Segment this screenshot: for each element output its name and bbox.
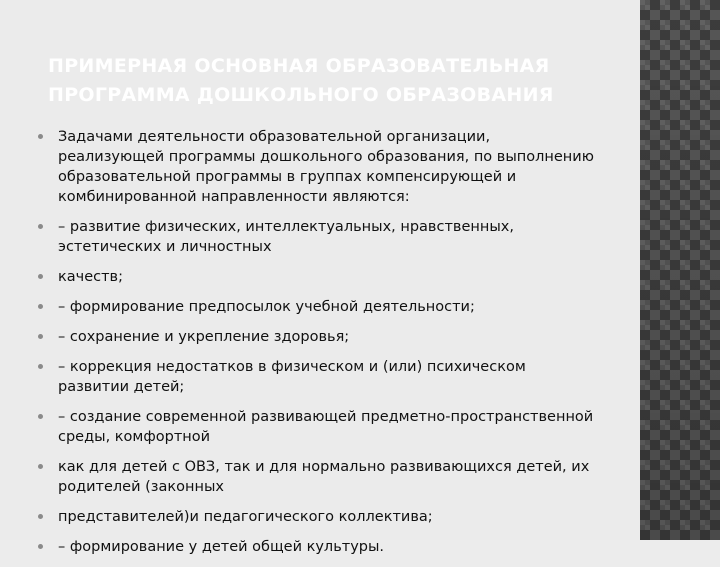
bullet-text: – развитие физических, интеллектуальных, нравственных, эстетических и личностных — [58, 219, 514, 255]
bullet-dot-icon — [38, 364, 43, 369]
bullet-item — [38, 267, 598, 287]
bullet-dot-icon — [38, 304, 43, 309]
bullet-item — [38, 537, 598, 557]
slide-title-line: ПРИМЕРНАЯ ОСНОВНАЯ ОБРАЗОВАТЕЛЬНАЯ — [48, 55, 550, 77]
bullet-dot-icon — [38, 274, 43, 279]
bullet-text: – сохранение и укрепление здоровья; — [58, 329, 350, 345]
bullet-text: – формирование у детей общей культуры. — [58, 539, 385, 555]
bullet-dot-icon — [38, 544, 43, 549]
bullet-list — [38, 127, 598, 567]
bullet-text: представителей)и педагогического коллектива; — [58, 509, 433, 525]
bullet-text: качеств; — [58, 269, 123, 285]
bullet-item — [38, 357, 598, 397]
bullet-item — [38, 217, 598, 257]
bullet-item — [38, 457, 598, 497]
bullet-item — [38, 297, 598, 317]
bullet-item — [38, 507, 598, 527]
bullet-text: как для детей с ОВЗ, так и для нормально развивающихся детей, их родителей (законных — [58, 459, 590, 495]
bullet-item — [38, 327, 598, 347]
bullet-dot-icon — [38, 224, 43, 229]
bullet-text: – формирование предпосылок учебной деятельности; — [58, 299, 475, 315]
bullet-dot-icon — [38, 334, 43, 339]
bullet-dot-icon — [38, 464, 43, 469]
bullet-text: – создание современной развивающей предметно-пространственной среды, комфортной — [58, 409, 594, 445]
bullet-item — [38, 127, 598, 207]
bullet-dot-icon — [38, 134, 43, 139]
slide-title — [48, 52, 668, 110]
slide-title-line: ПРОГРАММА ДОШКОЛЬНОГО ОБРАЗОВАНИЯ — [48, 84, 554, 106]
bullet-dot-icon — [38, 414, 43, 419]
bullet-text: Задачами деятельности образовательной организации, реализующей программы дошкольного образования, по выполнению образовательной программы в группах компенсирующей и комбинированной направленности являются: — [58, 129, 594, 205]
bullet-dot-icon — [38, 514, 43, 519]
bullet-text: – коррекция недостатков в физическом и (или) психическом развитии детей; — [58, 359, 526, 395]
bullet-item — [38, 407, 598, 447]
